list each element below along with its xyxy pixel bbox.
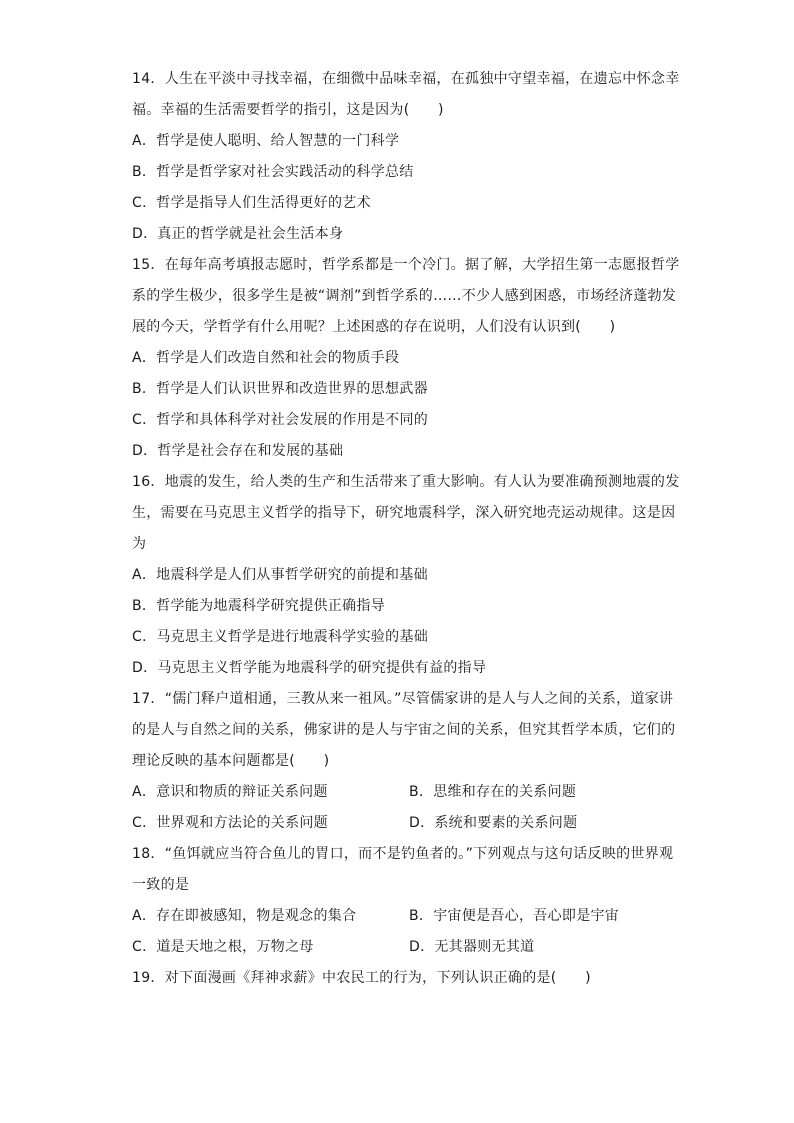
question-stem-line: 14．人生在平淡中寻找幸福，在细微中品味幸福，在孤独中守望幸福，在遗忘中怀念幸 (132, 71, 680, 87)
question-stem-line: 19．对下面漫画《拜神求薪》中农民工的行为，下列认识正确的是( ) (132, 970, 591, 986)
option-a: A．意识和物质的辩证关系问题 (132, 784, 328, 800)
exam-page (132, 64, 680, 994)
option-d: D．哲学是社会存在和发展的基础 (132, 443, 344, 459)
question-stem-line: 16．地震的发生，给人类的生产和生活带来了重大影响。有人认为要准确预测地震的发 (132, 474, 680, 490)
question-17 (132, 684, 676, 839)
question-stem-line: 展的今天，学哲学有什么用呢？上述困惑的存在说明，人们没有认识到( ) (132, 319, 616, 335)
option-c: C．马克思主义哲学是进行地震科学实验的基础 (132, 629, 429, 645)
question-stem-line: 福。幸福的生活需要哲学的指引，这是因为( ) (132, 102, 444, 118)
option-row (132, 777, 667, 808)
question-stem-line: 为 (132, 536, 147, 552)
option-row (132, 808, 667, 839)
option-a: A．存在即被感知，物是观念的集合 (132, 908, 357, 924)
question-16 (132, 467, 680, 684)
question-stem-line: 理论反映的基本问题都是( ) (132, 753, 330, 769)
question-19 (132, 963, 667, 994)
question-stem-line: 18．“鱼饵就应当符合鱼儿的胃口，而不是钓鱼者的。”下列观点与这句话反映的世界观 (132, 846, 674, 862)
question-stem-line: 17．“儒门释户道相通，三教从来一祖风。”尽管儒家讲的是人与人之间的关系，道家讲 (132, 691, 674, 707)
option-d: D．系统和要素的关系问题 (409, 815, 578, 831)
question-18 (132, 839, 674, 963)
option-b: B．哲学是人们认识世界和改造世界的思想武器 (132, 381, 428, 397)
option-b: B．哲学是哲学家对社会实践活动的科学总结 (132, 164, 414, 180)
option-a: A．哲学是人们改造自然和社会的物质手段 (132, 350, 400, 366)
option-c: C．哲学是指导人们生活得更好的艺术 (132, 195, 371, 211)
question-stem-line: 生，需要在马克思主义哲学的指导下，研究地震科学，深入研究地壳运动规律。这是因 (132, 505, 676, 521)
option-d: D．真正的哲学就是社会生活本身 (132, 226, 344, 242)
option-a: A．哲学是使人聪明、给人智慧的一门科学 (132, 133, 400, 149)
option-c: C．哲学和具体科学对社会发展的作用是不同的 (132, 412, 429, 428)
option-d: D．马克思主义哲学能为地震科学的研究提供有益的指导 (132, 660, 487, 676)
option-c: C．道是天地之根，万物之母 (132, 939, 314, 955)
question-stem-line: 一致的是 (132, 877, 190, 893)
option-b: B．思维和存在的关系问题 (409, 784, 577, 800)
option-b: B．哲学能为地震科学研究提供正确指导 (132, 598, 386, 614)
option-c: C．世界观和方法论的关系问题 (132, 815, 328, 831)
option-row (132, 901, 667, 932)
option-a: A．地震科学是人们从事哲学研究的前提和基础 (132, 567, 428, 583)
question-stem-line: 15．在每年高考填报志愿时，哲学系都是一个冷门。据了解，大学招生第一志愿报哲学 (132, 257, 680, 273)
option-b: B．宇宙便是吾心，吾心即是宇宙 (409, 908, 620, 924)
question-stem-line: 系的学生极少，很多学生是被“调剂”到哲学系的……不少人感到困惑，市场经济蓬勃发 (132, 288, 677, 304)
option-d: D．无其器则无其道 (409, 939, 535, 955)
option-row (132, 932, 667, 963)
question-15 (132, 250, 680, 467)
question-stem-line: 的是人与自然之间的关系，佛家讲的是人与宇宙之间的关系，但究其哲学本质，它们的 (132, 722, 676, 738)
question-14 (132, 64, 680, 250)
